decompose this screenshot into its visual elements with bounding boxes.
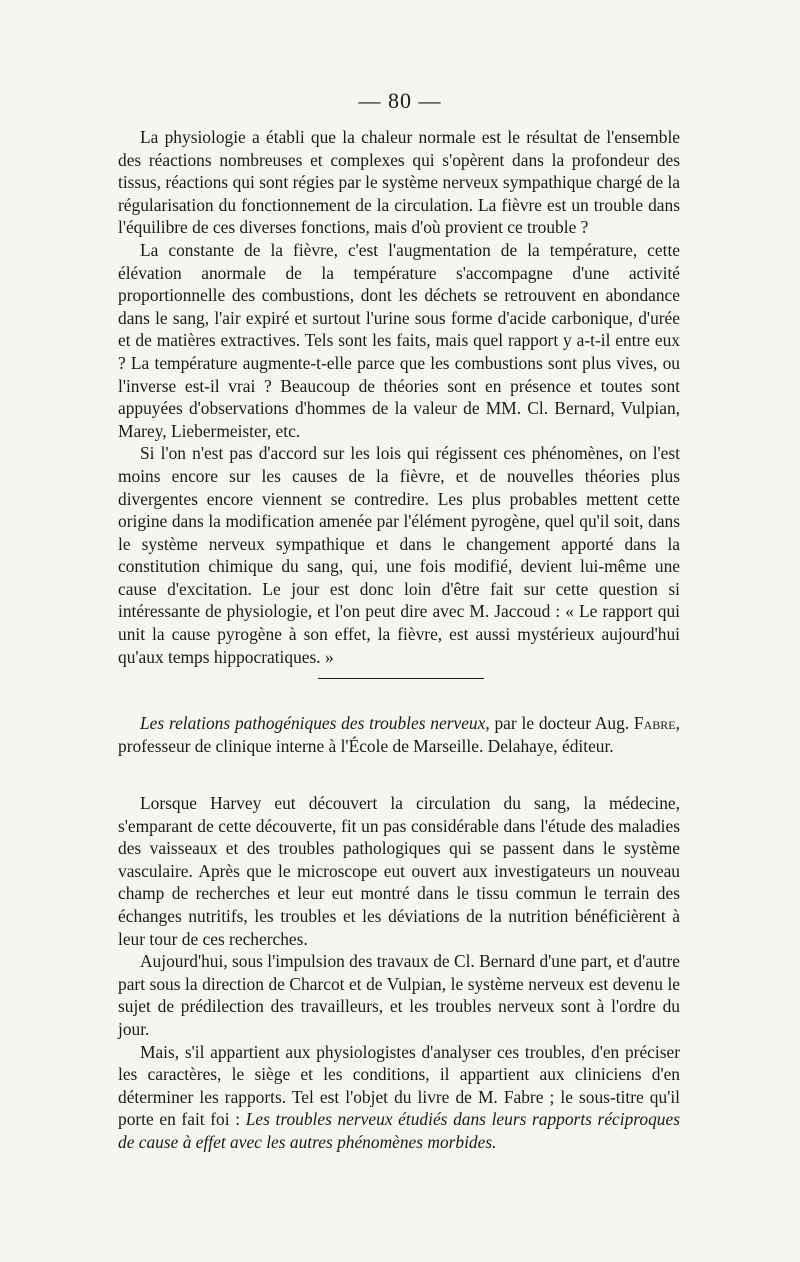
page-number: — 80 — bbox=[358, 88, 442, 113]
paragraph-fabre bbox=[118, 1041, 680, 1154]
review-by: par le docteur Aug. bbox=[494, 713, 630, 733]
paragraph-harvey: Lorsque Harvey eut découvert la circulation du sang, la médecine, s'emparant de cette découverte, fit un pas considérable dans l'étude des maladies des vaisseaux et des troubles pathologiques qui se passent dans le système vasculaire. Après que le microscope eut ouvert aux investigateurs un nouveau champ de recherches et leur eut montré dans le tissu commun le terrain des échanges nutritifs, les troubles et les déviations de la nutrition bénéficièrent à leur tour de ces recherches. bbox=[118, 793, 680, 949]
paragraph-fabre-text: Mais, s'il appartient aux physiologistes d'analyser ces troubles, d'en préciser les caractères, le siège et les conditions, il appartient aux cliniciens d'en déterminer les rapports. Tel est l'objet du livre de M. Fabre ; le sous-titre qu'il porte en fait foi : bbox=[118, 1041, 680, 1130]
paragraph-temperature: La constante de la fièvre, c'est l'augmentation de la température, cette élévation anormale de la température s'accompagne d'une activité proportionnelle des combustions, dont les déchets se retrouvent en abondance dans le sang, l'air expiré et surtout l'urine sous forme d'acide carbonique, d'urée et de matières extractives. Tels sont les faits, mais quel rapport y a-t-il entre eux ? La température augmente-t-elle parce que les combustions sont plus vives, ou l'inverse est-il vrai ? Beaucoup de théories sont en présence et toutes sont appuyées d'observations d'hommes de la valeur de MM. Cl. Bernard, Vulpian, Marey, Liebermeister, etc. bbox=[118, 239, 680, 441]
review-heading bbox=[118, 712, 680, 757]
fever-section bbox=[118, 126, 680, 668]
section-divider bbox=[318, 678, 484, 679]
review-author: Fabre bbox=[633, 713, 676, 733]
review-citation bbox=[118, 712, 680, 757]
book-subtitle: Les troubles nerveux étudiés dans leurs rapports réciproques de cause à effet avec les autres phénomènes morbides. bbox=[118, 1109, 680, 1152]
paragraph-causes: Si l'on n'est pas d'accord sur les lois qui régissent ces phénomènes, on l'est moins encore sur les causes de la fièvre, et de nouvelles théories plus divergentes encore viennent se contredire. Les plus probables mettent cette origine dans la modification amenée par l'élément pyrogène, quel qu'il soit, dans le système nerveux sympathique et dans le changement apporté dans la constitution chimique du sang, qui, une fois modifié, devient lui-même une cause d'excitation. Le jour est donc loin d'être fait sur cette question si intéressante de physiologie, et l'on peut dire avec M. Jaccoud : « Le rapport qui unit la cause pyrogène à son effet, la fièvre, est aussi mystérieux aujourd'hui qu'aux temps hippocratiques. » bbox=[118, 443, 680, 667]
paragraph-physiology: La physiologie a établi que la chaleur normale est le résultat de l'ensemble des réactions nombreuses et complexes qui s'opèrent dans la profondeur des tissus, réactions qui sont régies par le système nerveux sympathique chargé de la régularisation du fonctionnement de la circulation. La fièvre est un trouble dans l'équilibre de ces diverses fonctions, mais d'où provient ce trouble ? bbox=[118, 127, 680, 238]
review-body bbox=[118, 792, 680, 1154]
review-details: , professeur de clinique interne à l'École de Marseille. Delahaye, éditeur. bbox=[118, 713, 680, 756]
paragraph-today: Aujourd'hui, sous l'impulsion des travaux de Cl. Bernard d'une part, et d'autre part sous la direction de Charcot et de Vulpian, le système nerveux est devenu le sujet de prédilection des travailleurs, et les troubles nerveux sont à l'ordre du jour. bbox=[118, 951, 680, 1039]
review-title: Les relations pathogéniques des troubles nerveux, bbox=[140, 713, 490, 733]
